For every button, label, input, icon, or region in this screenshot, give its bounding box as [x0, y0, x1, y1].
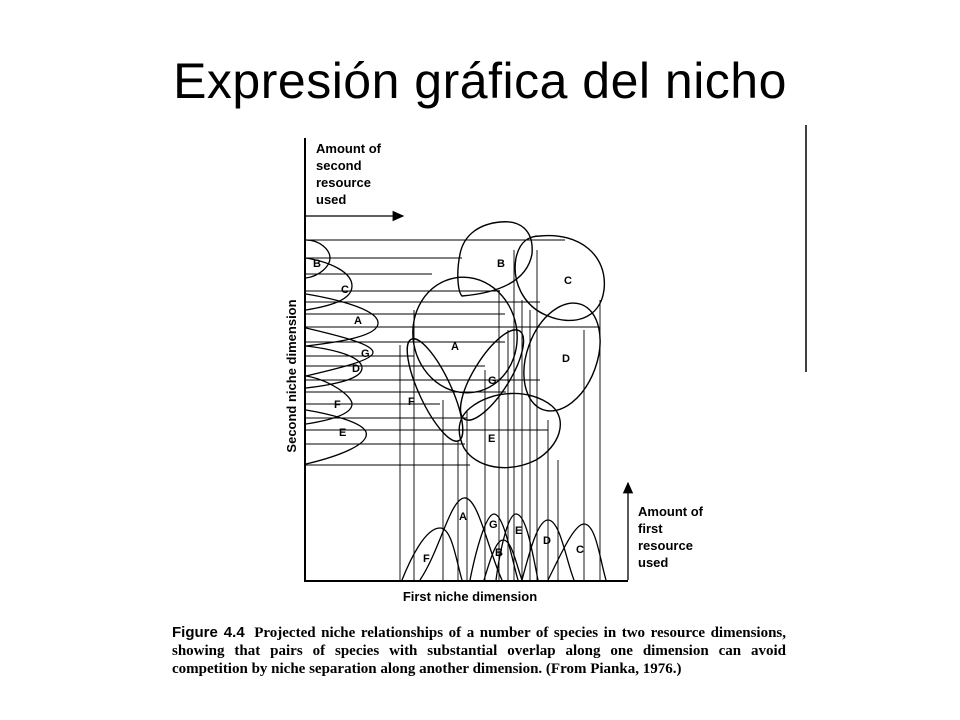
- left-label-b: B: [313, 258, 321, 270]
- ellipse-c: [515, 236, 604, 321]
- left-label-e: E: [339, 427, 347, 439]
- bottom-label-b: B: [495, 547, 503, 559]
- left-label-a: A: [354, 315, 362, 327]
- axes: [305, 125, 806, 582]
- ellipse-label-b: B: [497, 258, 505, 270]
- bottom-label-a: A: [459, 511, 467, 523]
- slide-title: Expresión gráfica del nicho: [173, 53, 787, 109]
- ellipse-b: [458, 222, 532, 296]
- bottom-label-d: D: [543, 535, 551, 547]
- figure-caption-text: Projected niche relationships of a number of species in two resource dimensions, showing that pairs of species with substantial overlap along one dimension can avoid competition by niche separation along another dimension. (From Pianka, 1976.): [172, 625, 787, 677]
- figure-caption: [172, 624, 786, 678]
- left-label-f: F: [334, 399, 341, 411]
- x-axis-label: Amount of first resource used: [638, 504, 703, 570]
- left-label-d: D: [352, 363, 360, 375]
- figure-number: Figure 4.4: [172, 624, 245, 641]
- left-label-c: C: [341, 284, 349, 296]
- bottom-distribution-curves: [402, 498, 606, 580]
- second-niche-dimension-label: Second niche dimension: [284, 299, 299, 453]
- bottom-label-c: C: [576, 544, 584, 556]
- ellipse-label-e: E: [488, 433, 496, 445]
- niche-ellipses: [397, 222, 614, 468]
- ellipse-label-d: D: [562, 353, 570, 365]
- left-curve-f: [306, 376, 352, 424]
- bottom-curve-f: [402, 528, 462, 580]
- first-niche-dimension-label: First niche dimension: [402, 589, 538, 604]
- bottom-label-f: F: [423, 553, 430, 565]
- ellipse-label-a: A: [451, 341, 459, 353]
- left-label-g: G: [361, 348, 370, 360]
- bottom-label-e: E: [515, 525, 523, 537]
- ellipse-label-c: C: [564, 275, 572, 287]
- ellipse-label-f: F: [408, 396, 415, 408]
- ellipse-label-g: G: [488, 375, 497, 387]
- y-axis-label: Amount of second resource used: [316, 141, 381, 207]
- bottom-label-g: G: [489, 519, 498, 531]
- ellipse-e: [459, 393, 560, 467]
